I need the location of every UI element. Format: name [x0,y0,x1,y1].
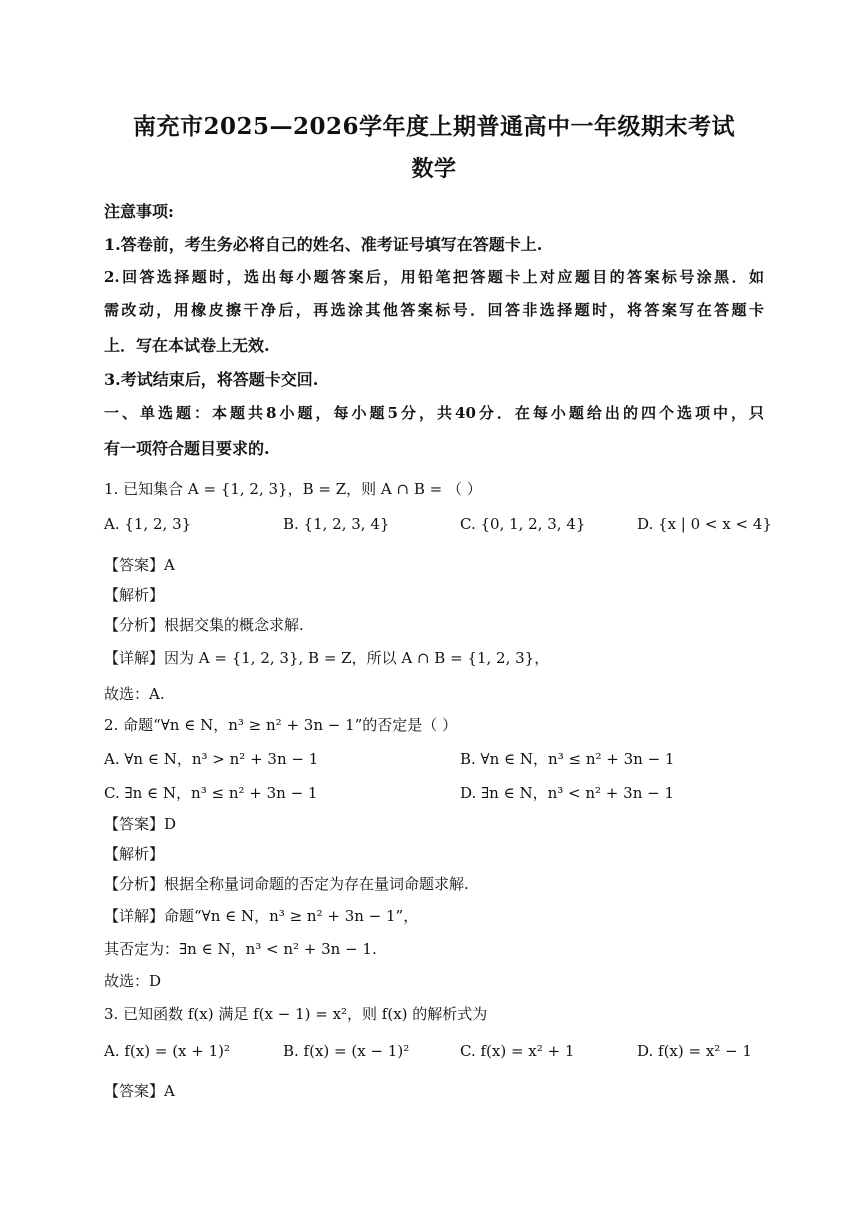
q2-conclusion: 故选：D [104,972,162,990]
q2-detail: 【详解】命题“∀n ∈ N，n³ ≥ n² + 3n − 1”， [104,907,419,925]
q3-stem: 3. 已知函数 f(x) 满足 f(x − 1) = x²，则 f(x) 的解析式为 [104,1005,488,1023]
q2-option-d: D. ∃n ∈ N，n³ < n² + 3n − 1 [460,784,674,802]
q3-option-c: C. f(x) = x² + 1 [460,1042,575,1060]
q2-option-c: C. ∃n ∈ N，n³ ≤ n² + 3n − 1 [104,784,318,802]
q2-analysis: 【分析】根据全称量词命题的否定为存在量词命题求解. [104,875,469,893]
q1-analysis: 【分析】根据交集的概念求解. [104,616,304,634]
q1-analysis-label: 【解析】 [104,586,165,604]
q2-option-b: B. ∀n ∈ N，n³ ≤ n² + 3n − 1 [460,750,675,768]
q2-answer: 【答案】D [104,815,177,833]
q1-detail: 【详解】因为 A = {1, 2, 3}, B = Z，所以 A ∩ B = {1, 2, 3}， [104,649,550,667]
notice-item-2-line-1: 2.回答选择题时，选出每小题答案后，用铅笔把答题卡上对应题目的答案标号涂黑．如 [104,268,764,286]
notice-item-2-line-2: 需改动，用橡皮擦干净后，再选涂其他答案标号．回答非选择题时，将答案写在答题卡 [104,301,764,319]
q1-answer: 【答案】A [104,556,175,574]
section-heading-line-2: 有一项符合题目要求的. [104,439,270,458]
subject-title: 数学 [411,156,457,182]
section-heading-line-1: 一、单选题：本题共8小题，每小题5分，共40分．在每小题给出的四个选项中，只 [104,404,764,422]
notice-item-3: 3.考试结束后，将答题卡交回. [104,370,319,389]
q2-negation: 其否定为：∃n ∈ N，n³ < n² + 3n − 1. [104,940,377,958]
q2-option-a: A. ∀n ∈ N，n³ > n² + 3n − 1 [104,750,319,768]
notice-item-2-line-3: 上．写在本试卷上无效. [104,336,270,355]
notice-item-1: 1.答卷前，考生务必将自己的姓名、准考证号填写在答题卡上. [104,235,543,254]
q2-analysis-label: 【解析】 [104,845,165,863]
q1-stem: 1. 已知集合 A = {1, 2, 3}，B = Z，则 A ∩ B = （ ） [104,480,482,498]
q1-option-b: B. {1, 2, 3, 4} [283,515,390,533]
q1-option-c: C. {0, 1, 2, 3, 4} [460,515,586,533]
q1-option-d: D. {x | 0 < x < 4} [637,515,772,533]
q1-conclusion: 故选：A. [104,685,165,703]
q3-option-d: D. f(x) = x² − 1 [637,1042,752,1060]
q3-option-b: B. f(x) = (x − 1)² [283,1042,410,1060]
q1-option-a: A. {1, 2, 3} [104,515,192,533]
q3-option-a: A. f(x) = (x + 1)² [104,1042,231,1060]
q2-stem: 2. 命题“∀n ∈ N，n³ ≥ n² + 3n − 1”的否定是（ ） [104,716,458,734]
exam-title: 南充市2025—2026学年度上期普通高中一年级期末考试 [132,113,736,140]
q3-answer: 【答案】A [104,1082,175,1100]
notice-heading: 注意事项: [104,202,174,221]
